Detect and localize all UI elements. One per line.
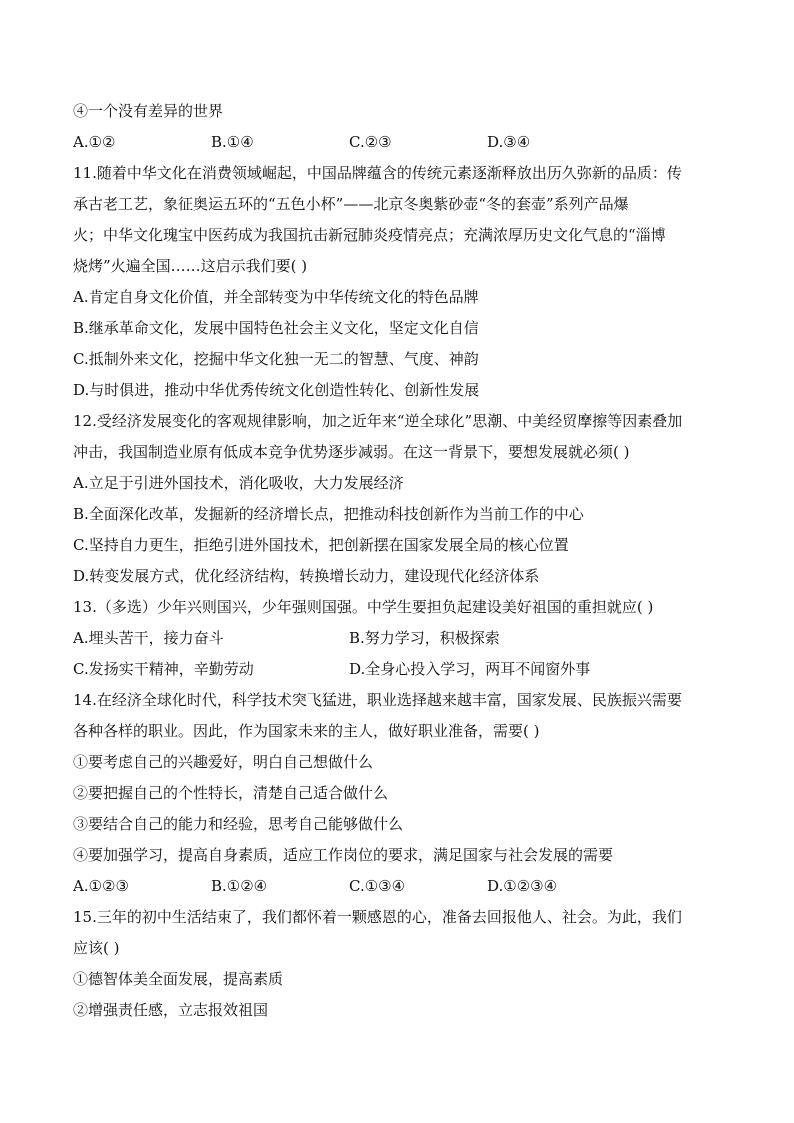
q14-option-d: D.①②③④: [487, 877, 558, 895]
q14-item-1: ①要考虑自己的兴趣爱好，明白自己想做什么: [73, 753, 374, 771]
q14-item-2: ②要把握自己的个性特长，清楚自己适合做什么: [73, 784, 389, 802]
q10-option-b: B.①④: [211, 133, 254, 151]
q15-stem-line-2: 应该( ): [73, 939, 120, 957]
q11-stem-line-4: 烧烤”火遍全国……这启示我们要( ): [73, 257, 308, 275]
q11-option-a: A.肯定自身文化价值，并全部转变为中华传统文化的特色品牌: [73, 288, 479, 306]
q12-option-c: C.坚持自力更生，拒绝引进外国技术，把创新摆在国家发展全局的核心位置: [73, 536, 569, 554]
q14-stem-line-2: 各种各样的职业。因此，作为国家未来的主人，做好职业准备，需要( ): [73, 722, 540, 740]
q14-stem-line-1: 14.在经济全球化时代，科学技术突飞猛进，职业选择越来越丰富，国家发展、民族振兴需要: [73, 691, 682, 709]
q11-stem-line-1: 11.随着中华文化在消费领域崛起，中国品牌蕴含的传统元素逐渐释放出历久弥新的品质：传: [73, 164, 682, 182]
q11-stem-line-3: 火；中华文化瑰宝中医药成为我国抗击新冠肺炎疫情亮点；充满浓厚历史文化气息的“淄博: [73, 226, 666, 244]
q10-options: [73, 127, 721, 158]
q15-stem-line-1: 15.三年的初中生活结束了，我们都怀着一颗感恩的心，准备去回报他人、社会。为此，我们: [73, 908, 682, 926]
q15-item-1: ①德智体美全面发展，提高素质: [73, 970, 284, 988]
q10-option-c: C.②③: [349, 133, 392, 151]
q13-option-c: C.发扬实干精神，辛勤劳动: [73, 660, 254, 678]
q10-item-4: ④一个没有差异的世界: [73, 102, 224, 120]
q13-options-row-1: [73, 623, 721, 654]
q14-item-4: ④要加强学习，提高自身素质，适应工作岗位的要求，满足国家与社会发展的需要: [73, 846, 614, 864]
q13-option-d: D.全身心投入学习，两耳不闻窗外事: [349, 660, 591, 678]
q13-options-row-2: [73, 654, 721, 685]
q14-options: [73, 871, 721, 902]
q12-option-d: D.转变发展方式，优化经济结构，转换增长动力，建设现代化经济体系: [73, 567, 540, 585]
q11-option-b: B.继承革命文化，发展中国特色社会主义文化，坚定文化自信: [73, 319, 479, 337]
exam-page: [73, 96, 721, 1026]
q12-stem-line-1: 12.受经济发展变化的客观规律影响，加之近年来“逆全球化”思潮、中美经贸摩擦等因素叠加: [73, 412, 683, 430]
q11-option-d: D.与时俱进，推动中华优秀传统文化创造性转化、创新性发展: [73, 381, 480, 399]
q14-option-c: C.①③④: [349, 877, 406, 895]
q15-item-2: ②增强责任感，立志报效祖国: [73, 1001, 269, 1019]
q13-option-a: A.埋头苦干，接力奋斗: [73, 629, 224, 647]
q14-option-a: A.①②③: [73, 877, 129, 895]
q10-option-d: D.③④: [487, 133, 531, 151]
q11-option-c: C.抵制外来文化，挖掘中华文化独一无二的智慧、气度、神韵: [73, 350, 479, 368]
q12-option-b: B.全面深化改革，发掘新的经济增长点，把推动科技创新作为当前工作的中心: [73, 505, 584, 523]
q12-stem-line-2: 冲击，我国制造业原有低成本竞争优势逐步减弱。在这一背景下，要想发展就必须( ): [73, 443, 630, 461]
q14-item-3: ③要结合自己的能力和经验，思考自己能够做什么: [73, 815, 404, 833]
q11-stem-line-2: 承古老工艺，象征奥运五环的“五色小杯”——北京冬奥紫砂壶“冬的套壶”系列产品爆: [73, 195, 629, 213]
q10-option-a: A.①②: [73, 133, 116, 151]
q13-stem: 13.（多选）少年兴则国兴，少年强则国强。中学生要担负起建设美好祖国的重担就应( ): [73, 598, 654, 616]
q14-option-b: B.①②④: [211, 877, 268, 895]
q12-option-a: A.立足于引进外国技术，消化吸收，大力发展经济: [73, 474, 404, 492]
q13-option-b: B.努力学习，积极探索: [349, 629, 500, 647]
